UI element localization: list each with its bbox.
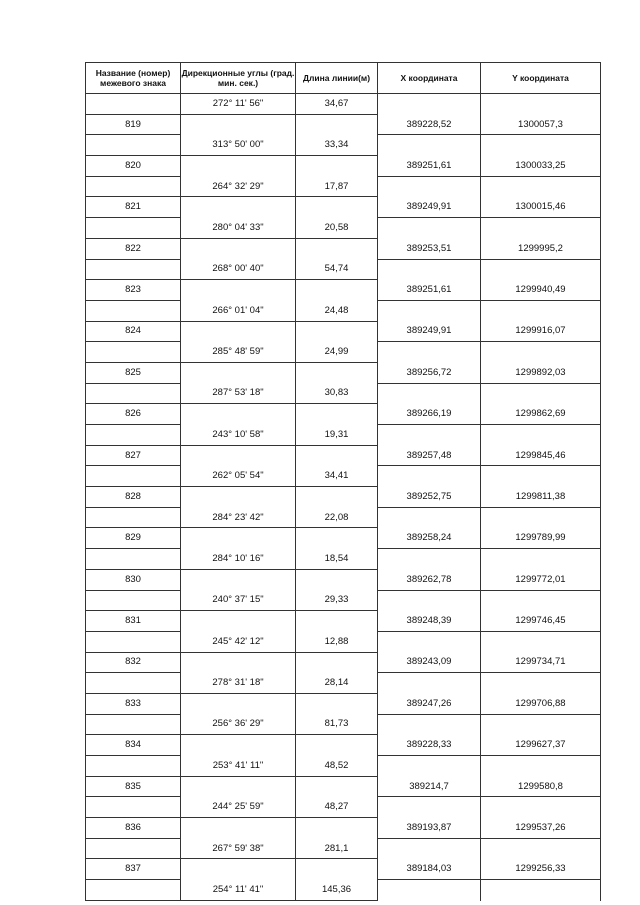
cell-x-coordinate: 389257,48	[378, 445, 481, 466]
cell-direction-angle: 245° 42' 12"	[181, 631, 296, 652]
cell-direction-angle: 268° 00' 40"	[181, 259, 296, 280]
header-y-coordinate: Y координата	[481, 63, 601, 94]
cell-x-coordinate	[378, 466, 481, 487]
segment-row	[86, 466, 601, 487]
cell-direction-angle: 272° 11' 56"	[181, 94, 296, 115]
cell-x-coordinate	[378, 838, 481, 859]
cell-marker-name	[86, 94, 181, 115]
cell-marker-name: 830	[86, 569, 181, 590]
segment-row	[86, 383, 601, 404]
cell-marker-name: 835	[86, 776, 181, 797]
marker-row	[86, 528, 601, 549]
segment-row	[86, 714, 601, 735]
cell-y-coordinate: 1299995,2	[481, 238, 601, 259]
marker-row	[86, 859, 601, 880]
marker-row	[86, 197, 601, 218]
segment-row	[86, 259, 601, 280]
cell-marker-name: 821	[86, 197, 181, 218]
cell-y-coordinate: 1299892,03	[481, 362, 601, 383]
cell-marker-name: 822	[86, 238, 181, 259]
cell-marker-name: 823	[86, 280, 181, 301]
cell-direction-angle: 284° 23' 42"	[181, 507, 296, 528]
cell-direction-angle	[181, 611, 296, 632]
cell-direction-angle	[181, 280, 296, 301]
cell-line-length	[296, 445, 378, 466]
segment-row	[86, 176, 601, 197]
cell-direction-angle	[181, 528, 296, 549]
cell-y-coordinate	[481, 383, 601, 404]
cell-marker-name	[86, 880, 181, 901]
cell-y-coordinate: 1299627,37	[481, 735, 601, 756]
cell-x-coordinate	[378, 880, 481, 901]
cell-marker-name	[86, 425, 181, 446]
cell-y-coordinate: 1300033,25	[481, 156, 601, 177]
cell-x-coordinate: 389228,33	[378, 735, 481, 756]
cell-line-length	[296, 693, 378, 714]
boundary-coordinates-table	[85, 62, 601, 901]
cell-x-coordinate: 389253,51	[378, 238, 481, 259]
cell-x-coordinate: 389258,24	[378, 528, 481, 549]
cell-marker-name	[86, 631, 181, 652]
cell-y-coordinate: 1299772,01	[481, 569, 601, 590]
cell-direction-angle: 267° 59' 38"	[181, 838, 296, 859]
cell-marker-name: 827	[86, 445, 181, 466]
cell-line-length	[296, 197, 378, 218]
segment-row	[86, 94, 601, 115]
marker-row	[86, 238, 601, 259]
cell-y-coordinate	[481, 507, 601, 528]
segment-row	[86, 218, 601, 239]
cell-line-length	[296, 404, 378, 425]
cell-direction-angle: 287° 53' 18"	[181, 383, 296, 404]
cell-direction-angle: 278° 31' 18"	[181, 673, 296, 694]
cell-y-coordinate: 1299580,8	[481, 776, 601, 797]
cell-direction-angle: 262° 05' 54"	[181, 466, 296, 487]
cell-marker-name	[86, 714, 181, 735]
cell-marker-name: 837	[86, 859, 181, 880]
cell-line-length	[296, 280, 378, 301]
cell-x-coordinate	[378, 94, 481, 115]
cell-direction-angle: 240° 37' 15"	[181, 590, 296, 611]
cell-x-coordinate: 389251,61	[378, 156, 481, 177]
cell-x-coordinate: 389214,7	[378, 776, 481, 797]
cell-marker-name	[86, 259, 181, 280]
cell-y-coordinate: 1299706,88	[481, 693, 601, 714]
cell-y-coordinate: 1299940,49	[481, 280, 601, 301]
cell-marker-name	[86, 590, 181, 611]
cell-direction-angle	[181, 652, 296, 673]
cell-line-length	[296, 528, 378, 549]
marker-row	[86, 776, 601, 797]
cell-y-coordinate	[481, 300, 601, 321]
cell-line-length: 81,73	[296, 714, 378, 735]
cell-direction-angle	[181, 238, 296, 259]
cell-x-coordinate	[378, 176, 481, 197]
cell-marker-name	[86, 838, 181, 859]
cell-line-length	[296, 859, 378, 880]
header-x-coordinate: X координата	[378, 63, 481, 94]
cell-marker-name	[86, 300, 181, 321]
cell-direction-angle: 243° 10' 58"	[181, 425, 296, 446]
cell-marker-name: 824	[86, 321, 181, 342]
cell-y-coordinate: 1299811,38	[481, 487, 601, 508]
cell-direction-angle	[181, 404, 296, 425]
cell-marker-name: 826	[86, 404, 181, 425]
cell-direction-angle: 313° 50' 00"	[181, 135, 296, 156]
cell-x-coordinate: 389193,87	[378, 818, 481, 839]
cell-x-coordinate	[378, 631, 481, 652]
cell-marker-name: 825	[86, 362, 181, 383]
marker-row	[86, 280, 601, 301]
cell-direction-angle	[181, 859, 296, 880]
header-row	[86, 63, 601, 94]
segment-row	[86, 549, 601, 570]
cell-x-coordinate	[378, 673, 481, 694]
cell-line-length: 30,83	[296, 383, 378, 404]
cell-x-coordinate: 389248,39	[378, 611, 481, 632]
cell-direction-angle	[181, 321, 296, 342]
cell-y-coordinate	[481, 466, 601, 487]
cell-marker-name	[86, 383, 181, 404]
cell-line-length: 24,99	[296, 342, 378, 363]
cell-x-coordinate	[378, 135, 481, 156]
cell-marker-name	[86, 342, 181, 363]
marker-row	[86, 156, 601, 177]
cell-direction-angle	[181, 693, 296, 714]
marker-row	[86, 445, 601, 466]
segment-row	[86, 425, 601, 446]
table-header	[86, 63, 601, 94]
cell-line-length	[296, 652, 378, 673]
cell-x-coordinate: 389228,52	[378, 114, 481, 135]
cell-x-coordinate	[378, 342, 481, 363]
cell-y-coordinate	[481, 218, 601, 239]
cell-marker-name	[86, 218, 181, 239]
cell-line-length	[296, 818, 378, 839]
cell-marker-name: 828	[86, 487, 181, 508]
cell-direction-angle: 254° 11' 41"	[181, 880, 296, 901]
cell-direction-angle	[181, 197, 296, 218]
cell-direction-angle	[181, 156, 296, 177]
marker-row	[86, 652, 601, 673]
cell-marker-name: 820	[86, 156, 181, 177]
marker-row	[86, 735, 601, 756]
cell-y-coordinate: 1300015,46	[481, 197, 601, 218]
cell-marker-name: 819	[86, 114, 181, 135]
cell-direction-angle	[181, 569, 296, 590]
cell-line-length: 34,41	[296, 466, 378, 487]
header-marker-name: Название (номер) межевого знака	[86, 63, 181, 94]
cell-y-coordinate	[481, 714, 601, 735]
cell-direction-angle: 280° 04' 33"	[181, 218, 296, 239]
cell-x-coordinate	[378, 714, 481, 735]
cell-marker-name	[86, 673, 181, 694]
cell-direction-angle: 284° 10' 16"	[181, 549, 296, 570]
cell-line-length	[296, 156, 378, 177]
cell-marker-name: 833	[86, 693, 181, 714]
cell-y-coordinate	[481, 176, 601, 197]
cell-line-length: 17,87	[296, 176, 378, 197]
cell-x-coordinate	[378, 218, 481, 239]
segment-row	[86, 590, 601, 611]
cell-line-length	[296, 362, 378, 383]
cell-y-coordinate	[481, 880, 601, 901]
cell-y-coordinate: 1299256,33	[481, 859, 601, 880]
cell-direction-angle: 264° 32' 29"	[181, 176, 296, 197]
cell-y-coordinate	[481, 259, 601, 280]
marker-row	[86, 693, 601, 714]
cell-marker-name	[86, 756, 181, 777]
marker-row	[86, 569, 601, 590]
cell-line-length: 48,27	[296, 797, 378, 818]
cell-x-coordinate	[378, 590, 481, 611]
cell-line-length: 28,14	[296, 673, 378, 694]
cell-x-coordinate	[378, 383, 481, 404]
cell-line-length	[296, 114, 378, 135]
cell-x-coordinate: 389249,91	[378, 321, 481, 342]
cell-direction-angle	[181, 114, 296, 135]
cell-line-length	[296, 238, 378, 259]
cell-line-length	[296, 487, 378, 508]
segment-row	[86, 300, 601, 321]
marker-row	[86, 362, 601, 383]
cell-y-coordinate	[481, 797, 601, 818]
cell-direction-angle: 244° 25' 59"	[181, 797, 296, 818]
cell-line-length: 24,48	[296, 300, 378, 321]
cell-x-coordinate	[378, 259, 481, 280]
marker-row	[86, 321, 601, 342]
cell-y-coordinate	[481, 673, 601, 694]
cell-direction-angle	[181, 445, 296, 466]
cell-line-length: 34,67	[296, 94, 378, 115]
cell-y-coordinate: 1299862,69	[481, 404, 601, 425]
cell-y-coordinate: 1299916,07	[481, 321, 601, 342]
cell-x-coordinate	[378, 797, 481, 818]
cell-x-coordinate: 389184,03	[378, 859, 481, 880]
cell-direction-angle: 266° 01' 04"	[181, 300, 296, 321]
segment-row	[86, 673, 601, 694]
cell-direction-angle: 256° 36' 29"	[181, 714, 296, 735]
cell-x-coordinate: 389249,91	[378, 197, 481, 218]
cell-line-length: 145,36	[296, 880, 378, 901]
cell-y-coordinate	[481, 342, 601, 363]
segment-row	[86, 507, 601, 528]
marker-row	[86, 818, 601, 839]
segment-row	[86, 756, 601, 777]
cell-marker-name: 831	[86, 611, 181, 632]
cell-line-length: 33,34	[296, 135, 378, 156]
cell-y-coordinate	[481, 425, 601, 446]
cell-direction-angle	[181, 818, 296, 839]
cell-marker-name	[86, 797, 181, 818]
cell-marker-name	[86, 466, 181, 487]
marker-row	[86, 487, 601, 508]
cell-x-coordinate: 389266,19	[378, 404, 481, 425]
cell-line-length	[296, 735, 378, 756]
cell-marker-name	[86, 507, 181, 528]
marker-row	[86, 114, 601, 135]
cell-line-length	[296, 321, 378, 342]
cell-line-length: 19,31	[296, 425, 378, 446]
cell-line-length	[296, 569, 378, 590]
cell-direction-angle	[181, 362, 296, 383]
cell-line-length: 54,74	[296, 259, 378, 280]
segment-row	[86, 135, 601, 156]
cell-line-length	[296, 776, 378, 797]
header-line-length: Длина линии(м)	[296, 63, 378, 94]
cell-x-coordinate	[378, 300, 481, 321]
cell-y-coordinate	[481, 94, 601, 115]
segment-row	[86, 797, 601, 818]
cell-y-coordinate	[481, 838, 601, 859]
marker-row	[86, 404, 601, 425]
cell-direction-angle: 285° 48' 59"	[181, 342, 296, 363]
cell-line-length: 281,1	[296, 838, 378, 859]
cell-line-length: 29,33	[296, 590, 378, 611]
cell-direction-angle	[181, 776, 296, 797]
cell-y-coordinate: 1299845,46	[481, 445, 601, 466]
cell-x-coordinate	[378, 425, 481, 446]
cell-direction-angle	[181, 487, 296, 508]
marker-row	[86, 611, 601, 632]
cell-x-coordinate: 389252,75	[378, 487, 481, 508]
segment-row	[86, 880, 601, 901]
cell-x-coordinate: 389243,09	[378, 652, 481, 673]
cell-y-coordinate: 1299789,99	[481, 528, 601, 549]
cell-marker-name: 829	[86, 528, 181, 549]
cell-line-length: 12,88	[296, 631, 378, 652]
segment-row	[86, 342, 601, 363]
cell-marker-name: 832	[86, 652, 181, 673]
cell-direction-angle: 253° 41' 11"	[181, 756, 296, 777]
table-body	[86, 94, 601, 901]
cell-marker-name	[86, 176, 181, 197]
segment-row	[86, 631, 601, 652]
cell-x-coordinate: 389247,26	[378, 693, 481, 714]
cell-y-coordinate: 1299537,26	[481, 818, 601, 839]
cell-y-coordinate	[481, 631, 601, 652]
cell-x-coordinate	[378, 756, 481, 777]
cell-x-coordinate	[378, 549, 481, 570]
cell-y-coordinate	[481, 590, 601, 611]
cell-line-length: 18,54	[296, 549, 378, 570]
cell-line-length: 22,08	[296, 507, 378, 528]
cell-x-coordinate: 389256,72	[378, 362, 481, 383]
cell-marker-name	[86, 135, 181, 156]
cell-line-length	[296, 611, 378, 632]
cell-line-length: 48,52	[296, 756, 378, 777]
header-direction-angle: Дирекционные углы (град. мин. сек.)	[181, 63, 296, 94]
cell-line-length: 20,58	[296, 218, 378, 239]
cell-y-coordinate: 1300057,3	[481, 114, 601, 135]
cell-y-coordinate	[481, 549, 601, 570]
cell-x-coordinate: 389251,61	[378, 280, 481, 301]
cell-y-coordinate: 1299734,71	[481, 652, 601, 673]
cell-direction-angle	[181, 735, 296, 756]
cell-x-coordinate	[378, 507, 481, 528]
cell-marker-name: 834	[86, 735, 181, 756]
cell-y-coordinate	[481, 756, 601, 777]
cell-y-coordinate: 1299746,45	[481, 611, 601, 632]
cell-marker-name: 836	[86, 818, 181, 839]
segment-row	[86, 838, 601, 859]
cell-x-coordinate: 389262,78	[378, 569, 481, 590]
cell-marker-name	[86, 549, 181, 570]
cell-y-coordinate	[481, 135, 601, 156]
